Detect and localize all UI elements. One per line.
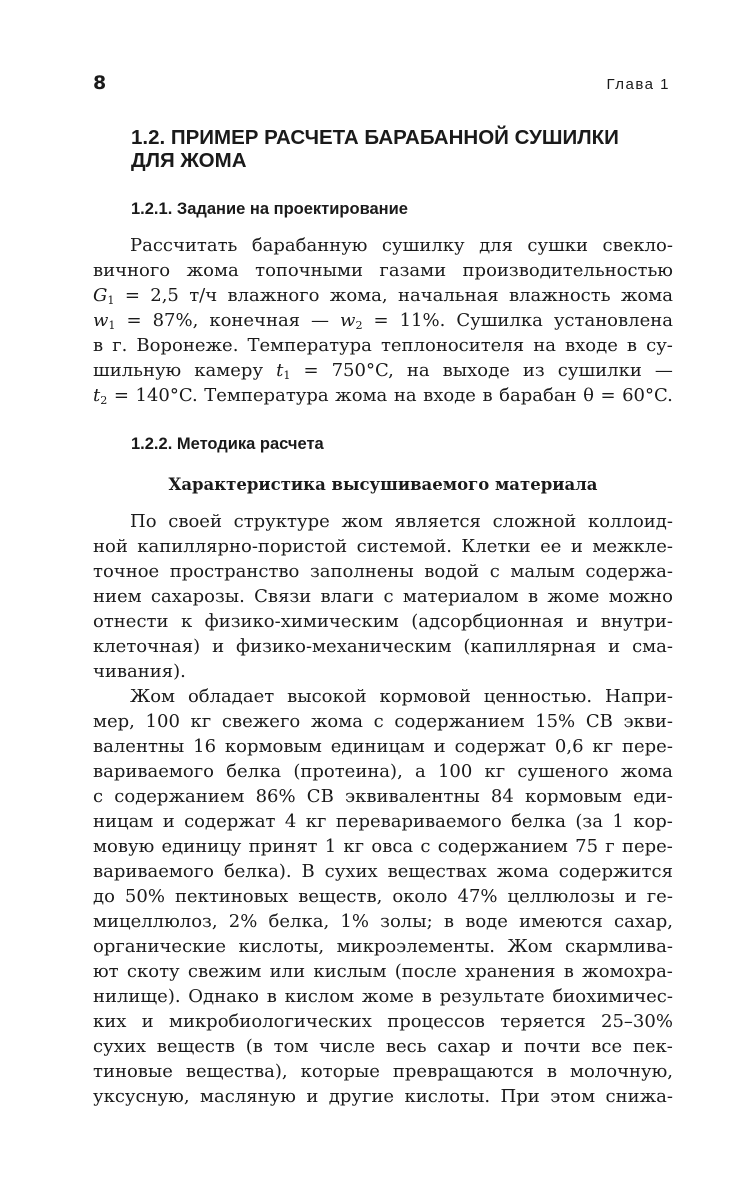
text-line: с содержанием 86% СВ эквивалентны 84 кормовым еди- [93, 786, 673, 807]
text-line: чивания). [93, 661, 186, 682]
section-title [131, 126, 691, 172]
text-line: мицеллюлоз, 2% белка, 1% золы; в воде имеются сахар, [93, 911, 673, 932]
text-line: ких и микробиологических процессов теряется 25–30% [93, 1011, 673, 1032]
paragraph-task [93, 233, 673, 408]
paragraph-feed-value [93, 684, 673, 1109]
text-line: до 50% пектиновых веществ, около 47% целлюлозы и ге- [93, 886, 673, 907]
text-line: Жом обладает высокой кормовой ценностью. Напри- [130, 686, 673, 707]
text-line: нилище). Однако в кислом жоме в результате биохимичес- [93, 986, 673, 1007]
text-line: в г. Воронеже. Температура теплоносителя на входе в су- [93, 335, 673, 356]
text-line: валентны 16 кормовым единицам и содержат 0,6 кг пере- [93, 736, 673, 757]
text-line: сухих веществ (в том числе весь сахар и почти все пек- [93, 1036, 673, 1057]
text-line: шильную камеру $t_1$ = 750°C, на выходе из сушилки — [93, 360, 673, 382]
text-line: $w_1$ = 87%, конечная — $w_2$ = 11%. Сушилка установлена [93, 310, 673, 332]
text-line: вичного жома топочными газами производительностью [93, 260, 673, 281]
text-line: точное пространство заполнены водой с малым содержа- [93, 561, 673, 582]
text-line: ют скоту свежим или кислым (после хранения в жомохра- [93, 961, 673, 982]
text-line: ницам и содержат 4 кг перевариваемого белка (за 1 кор- [93, 811, 673, 832]
running-head: Глава 1 [606, 76, 670, 93]
text-line: органические кислоты, микроэлементы. Жом скармлива- [93, 936, 673, 957]
text-line: По своей структуре жом является сложной коллоид- [130, 511, 673, 532]
text-line: тиновые вещества), которые превращаются в молочную, [93, 1061, 673, 1082]
text-line: Рассчитать барабанную сушилку для сушки свекло- [130, 235, 673, 256]
text-line: вариваемого белка (протеина), а 100 кг сушеного жома [93, 761, 673, 782]
text-line: $G_1$ = 2,5 т/ч влажного жома, начальная влажность жома [93, 285, 673, 307]
text-line: мер, 100 кг свежего жома с содержанием 15% СВ экви- [93, 711, 673, 732]
material-heading: Характеристика высушиваемого материала [168, 475, 598, 494]
page-number: 8 [93, 72, 107, 94]
text-line: уксусную, масляную и другие кислоты. При этом снижа- [93, 1086, 673, 1107]
subsection-title: 1.2.1. Задание на проектирование [131, 200, 408, 218]
section-title-line: ДЛЯ ЖОМА [131, 149, 247, 172]
text-line: отнести к физико-химическим (адсорбционная и внутри- [93, 611, 673, 632]
text-line: ной капиллярно-пористой системой. Клетки ее и межкле- [93, 536, 673, 557]
text-line: вариваемого белка). В сухих веществах жома содержится [93, 861, 673, 882]
text-line: клеточная) и физико-механическим (капиллярная и сма- [93, 636, 673, 657]
text-line: мовую единицу принят 1 кг овса с содержанием 75 г пере- [93, 836, 673, 857]
paragraph-structure [93, 509, 673, 684]
text-line: $t_2$ = 140°C. Температура жома на входе в барабан θ = 60°C. [93, 385, 673, 407]
section-title-line: 1.2. ПРИМЕР РАСЧЕТА БАРАБАННОЙ СУШИЛКИ [131, 126, 619, 149]
text-line: нием сахарозы. Связи влаги с материалом в жоме можно [93, 586, 673, 607]
subsection-title: 1.2.2. Методика расчета [131, 435, 324, 453]
